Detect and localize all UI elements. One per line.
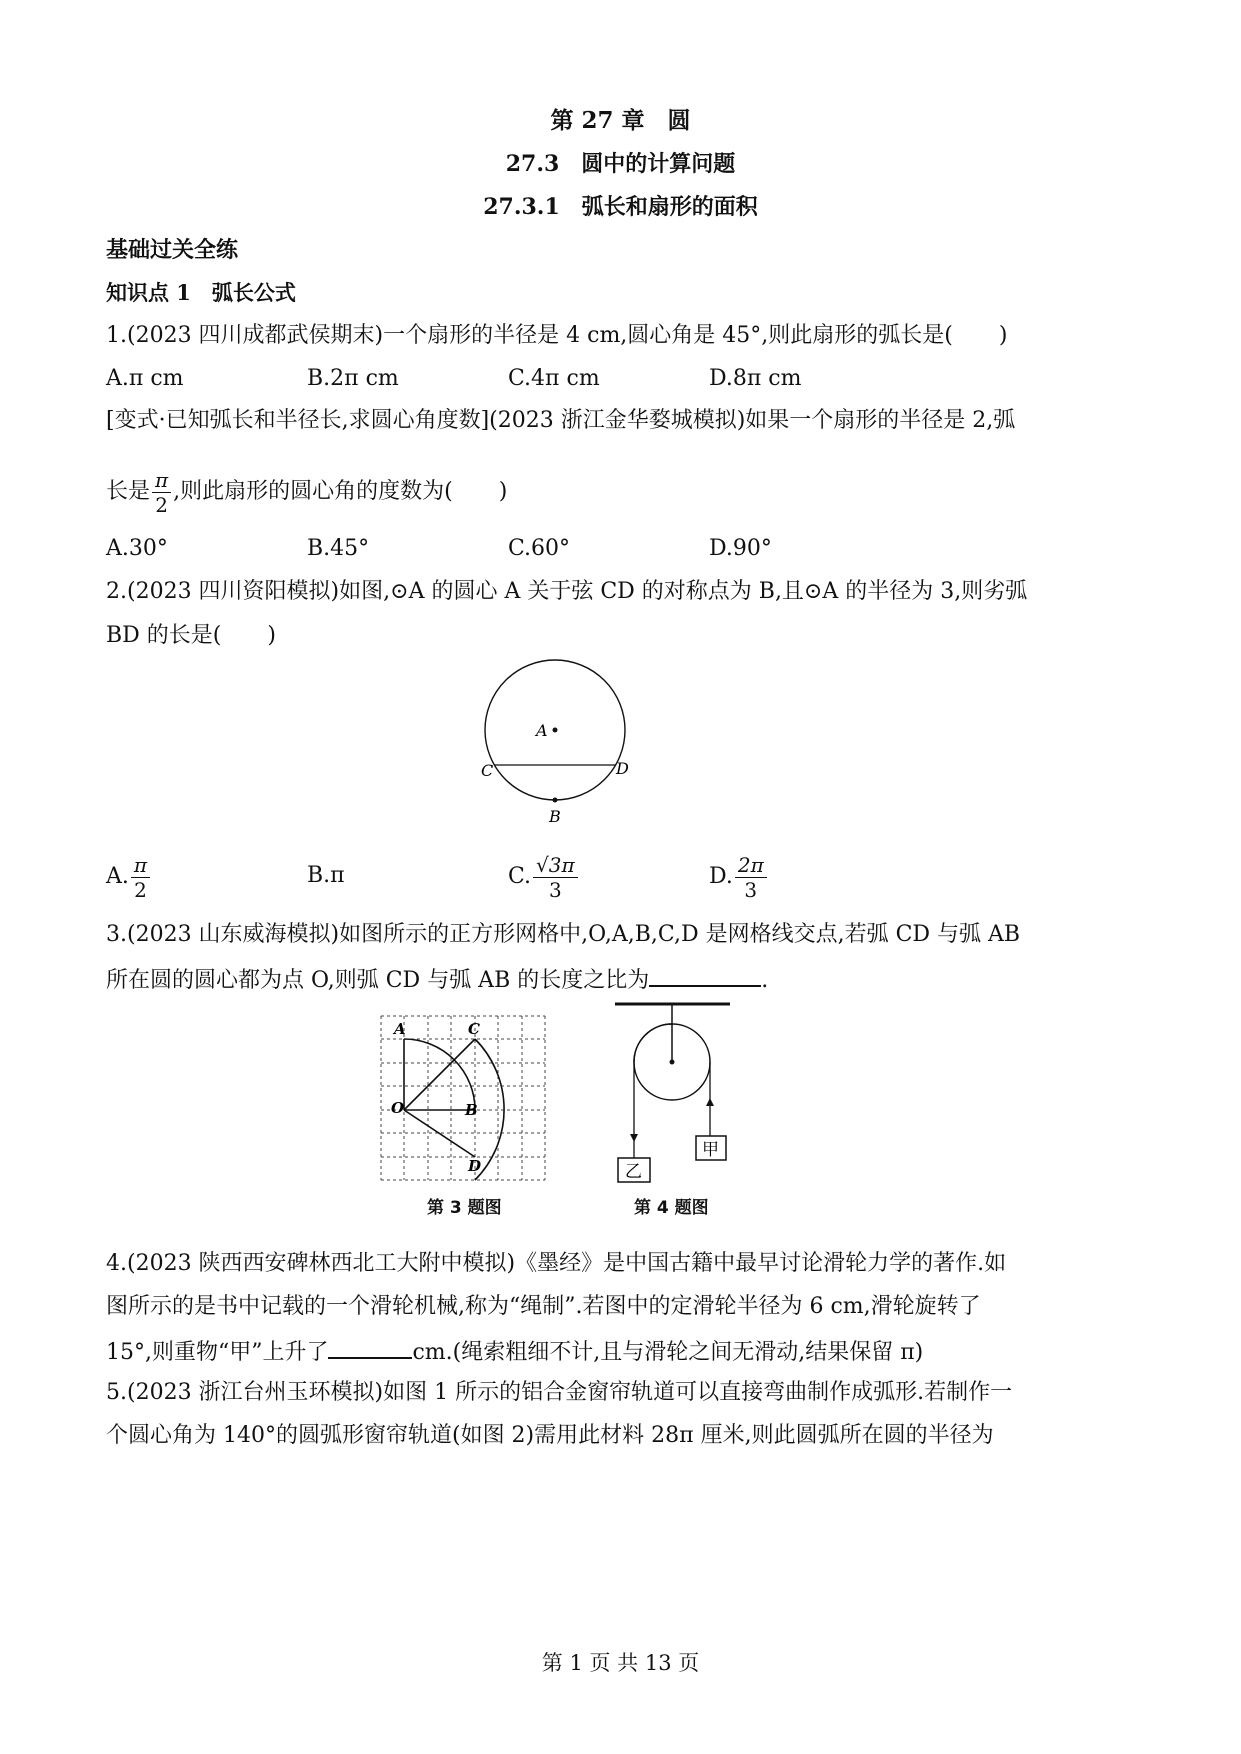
question-3-text: 所在圆的圆心都为点 O,则弧 CD 与弧 AB 的长度之比为 [106, 968, 650, 993]
question-5-line-2: 个圆心角为 140°的圆弧形窗帘轨道(如图 2)需用此材料 28π 厘米,则此圆弧所在圆的半径为 [106, 1423, 994, 1448]
q1-option-c: C.4π cm [508, 366, 600, 391]
q4-caption: 第 4 题图 [634, 1198, 709, 1218]
arrow-up [706, 1098, 714, 1106]
q2-option-a-fraction [131, 852, 150, 902]
question-3-answer-blank[interactable] [649, 963, 761, 987]
q2-option-b-letter: B. [307, 863, 331, 888]
q2-option-b-text: π [330, 863, 345, 888]
variant-fraction [152, 467, 171, 517]
page-footer: 第 1 页 共 13 页 [541, 1651, 700, 1675]
question-1-stem [106, 321, 1007, 351]
pulley-center [670, 1060, 675, 1065]
variant-option-d: D.90° [709, 536, 772, 561]
weight-yi-label: 乙 [625, 1162, 642, 1182]
variant-option-c: C.60° [508, 536, 571, 561]
q3-grid-figure [370, 1008, 560, 1198]
q3-label-c: C [468, 1020, 480, 1038]
question-3-end: . [761, 968, 769, 993]
q2-option-a [106, 850, 152, 904]
q2-option-a-num: π [131, 855, 150, 878]
question-2-line-1: 2.(2023 四川资阳模拟)如图,⊙A 的圆心 A 关于弦 CD 的对称点为 B,且⊙A 的半径为 3,则劣弧 [106, 579, 1028, 604]
variant-close: ) [498, 479, 508, 504]
q3-caption: 第 3 题图 [427, 1198, 502, 1218]
question-4-line-2: 图所示的是书中记载的一个滑轮机械,称为“绳制”.若图中的定滑轮半径为 6 cm,滑轮旋转了 [106, 1294, 981, 1319]
question-1-close: ) [998, 323, 1008, 348]
q1-option-b: B.2π cm [307, 366, 399, 391]
q2-option-c-letter: C. [508, 864, 532, 889]
q1-option-a: A.π cm [106, 366, 184, 391]
question-4-line-3 [106, 1335, 923, 1368]
variant-option-b: B.45° [307, 536, 370, 561]
variant-frac-den: 2 [155, 492, 168, 517]
q2-option-d-letter: D. [709, 864, 733, 889]
variant-line-1: [变式·已知弧长和半径长,求圆心角度数](2023 浙江金华婺城模拟)如果一个扇形的半径是 2,弧 [106, 408, 1016, 433]
chapter-title: 第 27 章 圆 [550, 107, 691, 134]
q3-label-o: O [391, 1099, 405, 1117]
label-b: B [549, 807, 561, 826]
question-1-text: 1.(2023 四川成都武侯期末)一个扇形的半径是 4 cm,圆心角是 45°,则此扇形的弧长是( [106, 323, 953, 348]
q2-option-a-den: 2 [134, 877, 147, 902]
q3-label-d: D [468, 1157, 482, 1175]
q3-label-a: A [394, 1020, 406, 1038]
question-3-line-1: 3.(2023 山东威海模拟)如图所示的正方形网格中,O,A,B,C,D 是网格线交点,若弧 CD 与弧 AB [106, 922, 1021, 947]
arrow-down [630, 1134, 638, 1142]
variant-line-2 [106, 462, 507, 522]
question-3-line-2 [106, 963, 768, 996]
knowledge-point-title: 知识点 1 弧长公式 [106, 280, 296, 305]
question-5-line-1: 5.(2023 浙江台州玉环模拟)如图 1 所示的铝合金窗帘轨道可以直接弯曲制作成弧形.若制作一 [106, 1380, 1013, 1405]
q2-circle-figure [470, 650, 650, 830]
point-b [553, 798, 558, 803]
q2-option-d-num: 2π [735, 855, 767, 878]
subsection-title: 27.3.1 弧长和扇形的面积 [483, 194, 758, 220]
variant-prefix: 长是 [106, 479, 151, 504]
variant-option-a: A.30° [106, 536, 168, 561]
question-4-suffix: cm.(绳索粗细不计,且与滑轮之间无滑动,结果保留 π) [412, 1340, 924, 1365]
q4-pulley-figure [600, 998, 760, 1198]
q2-option-c-num: √3π [533, 855, 578, 878]
variant-frac-num: π [152, 470, 171, 493]
q2-option-c-den: 3 [548, 877, 562, 902]
q2-option-c-fraction [533, 852, 578, 902]
question-2-line-2 [106, 621, 276, 651]
q1-option-d: D.8π cm [709, 366, 802, 391]
variant-suffix: ,则此扇形的圆心角的度数为( [173, 479, 453, 504]
question-4-line-1: 4.(2023 陕西西安碑林西北工大附中模拟)《墨经》是中国古籍中最早讨论滑轮力学的著作.如 [106, 1251, 1007, 1276]
q2-option-d-fraction [735, 852, 767, 902]
center-a-point [553, 728, 558, 733]
question-2-close: ) [267, 623, 276, 648]
label-d: D [616, 759, 629, 778]
weight-jia-label: 甲 [702, 1140, 719, 1160]
q3-grid-lines [381, 1016, 545, 1180]
q2-option-d [709, 850, 769, 904]
question-2-text: BD 的长是( [106, 623, 222, 648]
label-c: C [481, 761, 494, 780]
question-4-text: 15°,则重物“甲”上升了 [106, 1340, 329, 1365]
practice-title: 基础过关全练 [106, 237, 239, 263]
q3-label-b: B [465, 1101, 478, 1119]
question-4-answer-blank[interactable] [328, 1335, 412, 1359]
label-a: A [536, 721, 548, 740]
section-title: 27.3 圆中的计算问题 [505, 151, 736, 177]
q2-option-b [307, 861, 345, 891]
q2-option-c [508, 850, 580, 904]
q2-option-a-letter: A. [106, 864, 129, 889]
q2-option-d-den: 3 [744, 877, 758, 902]
